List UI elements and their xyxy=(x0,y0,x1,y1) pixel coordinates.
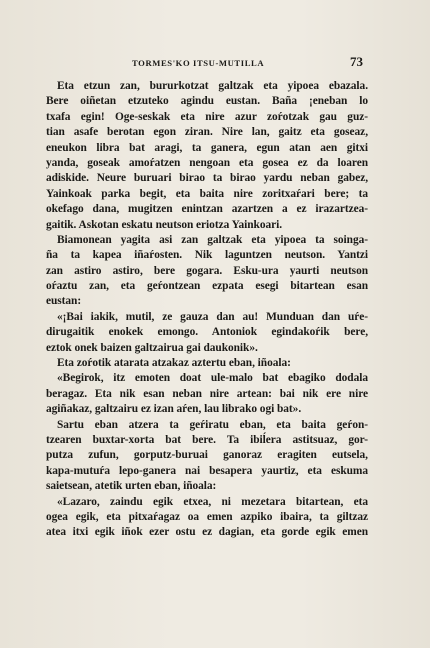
running-title: TORMES'KO ITSU-MUTILLA xyxy=(132,58,265,68)
text-line: ogea egik, eta pitxaŕagaz oa emen azpiko ibaira, ta giltzaz xyxy=(46,510,368,523)
text-line: Sartu eban atzera ta geŕiratu eban, eta baita geŕon- xyxy=(57,418,368,431)
text-line: putza zufun, gorputz-buruai ganoraz eragiten eutsela, xyxy=(46,449,368,462)
page-number: 73 xyxy=(350,54,363,69)
text-line: «¡Bai iakik, mutil, ze gauza dan au! Munduan dan uŕe- xyxy=(57,310,368,323)
text-line: ña ta kapea iñaŕosten. Nik laguntzen neutson. Yantzi xyxy=(46,249,368,262)
text-line: dirugaitik enokek emongo. Antoniok egindakoŕik bere, xyxy=(46,326,368,339)
text-line: zan astiro astiro, bere gogara. Esku-ura yaurti neutson xyxy=(46,264,368,277)
text-line: Bere oiñetan etzuteko agindu eustan. Baña ¡eneban lo xyxy=(46,95,368,108)
text-line: yanda, goseak amoŕatzen nengoan eta gosea ez da loaren xyxy=(46,156,368,169)
text-line: gaitik. Askotan eskatu neutson eriotza Yainkoari. xyxy=(46,218,283,231)
text-line: atea itxi egik iñok ezer ostu ez dagian, eta gorde egik emen xyxy=(46,526,368,539)
text-line: oŕaztu zan, eta geŕontzean ezpata esegi bitartean esan xyxy=(46,280,368,293)
text-line: «Lazaro, zaindu egik etxea, ni mezetara bitartean, eta xyxy=(57,495,368,508)
text-line: okefago dana, mugitzen enintzan azartzen a ez irazartzea- xyxy=(46,203,368,216)
text-line: agiñakaz, galtzairu ez izan aŕen, lau librako ogi bat». xyxy=(46,403,302,416)
text-line: eztok onek baizen galtzairua gai daukonik». xyxy=(46,341,258,354)
text-line: «Begirok, itz emoten doat ule-malo bat ebagiko dodala xyxy=(57,372,368,385)
text-line: tian asafe berotan egon ziran. Nire lan, gaitz eta goseaz, xyxy=(46,126,368,139)
text-line: tzearen buxtar-xorta bat bere. Ta ibiĺera astitsuaz, gor- xyxy=(46,433,368,446)
text-line: saietsean, atetik urten eban, iñoala: xyxy=(46,480,217,493)
text-line: Eta zoŕotik atarata atzakaz aztertu eban, iñoala: xyxy=(57,357,291,370)
text-line: Yainkoak parka begit, eta baita nire zoritxaŕari bere; ta xyxy=(46,187,368,200)
text-line: Biamonean yagita asi zan galtzak eta yipoea ta soinga- xyxy=(57,233,368,246)
text-line: eneukon libra bat aragi, ta ganera, egun atan aen gitxi xyxy=(46,141,368,154)
text-line: beragaz. Eta nik esan neban nire artean: bai nik ere nire xyxy=(46,387,368,400)
body-text xyxy=(46,79,368,541)
text-line: eustan: xyxy=(46,295,82,308)
text-line: Eta etzun zan, bururkotzat galtzak eta yipoea ebazala. xyxy=(57,80,368,92)
text-line: adiskide. Neure buruari birao ta birao yardu neban gabez, xyxy=(46,172,368,185)
text-line: kapa-mutuŕa lepo-ganera nai besapera yaurtiz, eta eskuma xyxy=(46,464,368,477)
text-line: txafa egin! Oge-seskak eta nire azur zoŕotzak gau guz- xyxy=(46,110,368,123)
